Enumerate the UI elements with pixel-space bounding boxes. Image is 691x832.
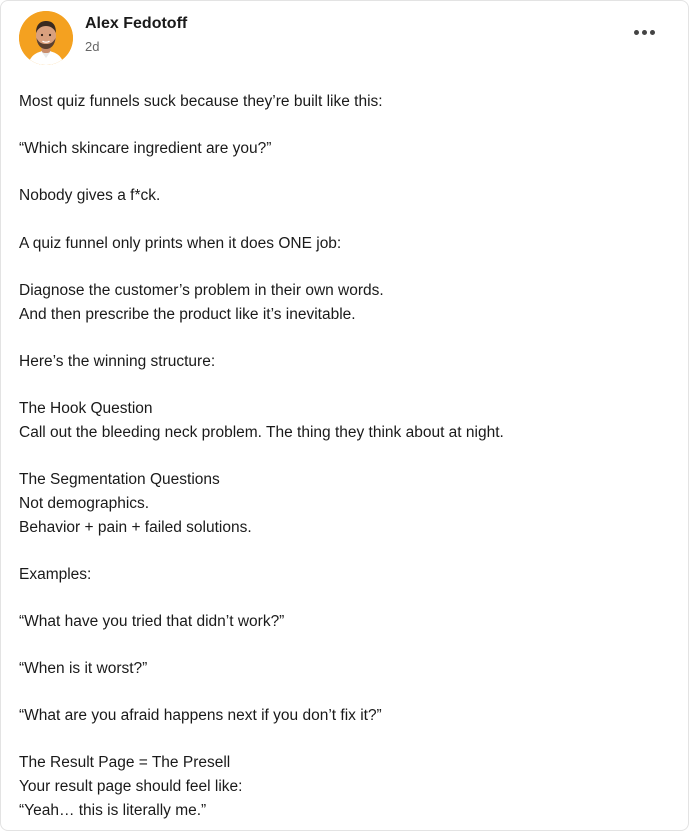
more-options-button[interactable] — [628, 21, 660, 43]
paragraph-spacer — [19, 728, 669, 751]
post-text-line: A quiz funnel only prints when it does ONE job: — [19, 234, 342, 252]
post-text-line: Nobody gives a f*ck. — [19, 187, 161, 205]
post-text-line: “Yeah… this is literally me.” — [19, 802, 207, 820]
more-horizontal-icon — [634, 30, 639, 35]
paragraph-spacer — [19, 586, 669, 609]
post-body — [19, 90, 669, 823]
post-text-line: Most quiz funnels suck because they’re built like this: — [19, 93, 383, 110]
post-text-line: Behavior + pain + failed solutions. — [19, 518, 252, 536]
more-horizontal-icon-dot — [650, 30, 655, 35]
paragraph-spacer — [19, 445, 669, 468]
post-text-line: And then prescribe the product like it’s inevitable. — [19, 305, 356, 323]
post-text-line: Not demographics. — [19, 494, 150, 512]
paragraph-spacer — [19, 114, 669, 137]
post-text-line: Here’s the winning structure: — [19, 352, 216, 370]
post-text-line: The Hook Question — [19, 399, 153, 417]
post-text-line: The Result Page = The Presell — [19, 754, 231, 772]
post-text-line: “Which skincare ingredient are you?” — [19, 140, 272, 158]
post-text-line: The Segmentation Questions — [19, 470, 220, 488]
post-text-line: Call out the bleeding neck problem. The thing they think about at night. — [19, 423, 504, 441]
author-avatar[interactable] — [19, 11, 73, 65]
post-timestamp: 2d — [85, 39, 100, 54]
post-text-line: Your result page should feel like: — [19, 778, 243, 796]
post-text-line: Examples: — [19, 565, 92, 583]
post-text-line: “What have you tried that didn’t work?” — [19, 612, 285, 630]
paragraph-spacer — [19, 634, 669, 657]
post-text-line: Diagnose the customer’s problem in their own words. — [19, 281, 384, 299]
paragraph-spacer — [19, 681, 669, 704]
paragraph-spacer — [19, 326, 669, 349]
paragraph-spacer — [19, 255, 669, 278]
author-name[interactable]: Alex Fedotoff — [85, 15, 188, 32]
post-text-line: “What are you afraid happens next if you don’t fix it?” — [19, 707, 382, 725]
person-avatar-icon — [19, 11, 73, 65]
paragraph-spacer — [19, 208, 669, 231]
paragraph-spacer — [19, 161, 669, 184]
paragraph-spacer — [19, 374, 669, 397]
paragraph-spacer — [19, 539, 669, 562]
post-text-line: “When is it worst?” — [19, 660, 148, 678]
more-horizontal-icon-dot — [642, 30, 647, 35]
